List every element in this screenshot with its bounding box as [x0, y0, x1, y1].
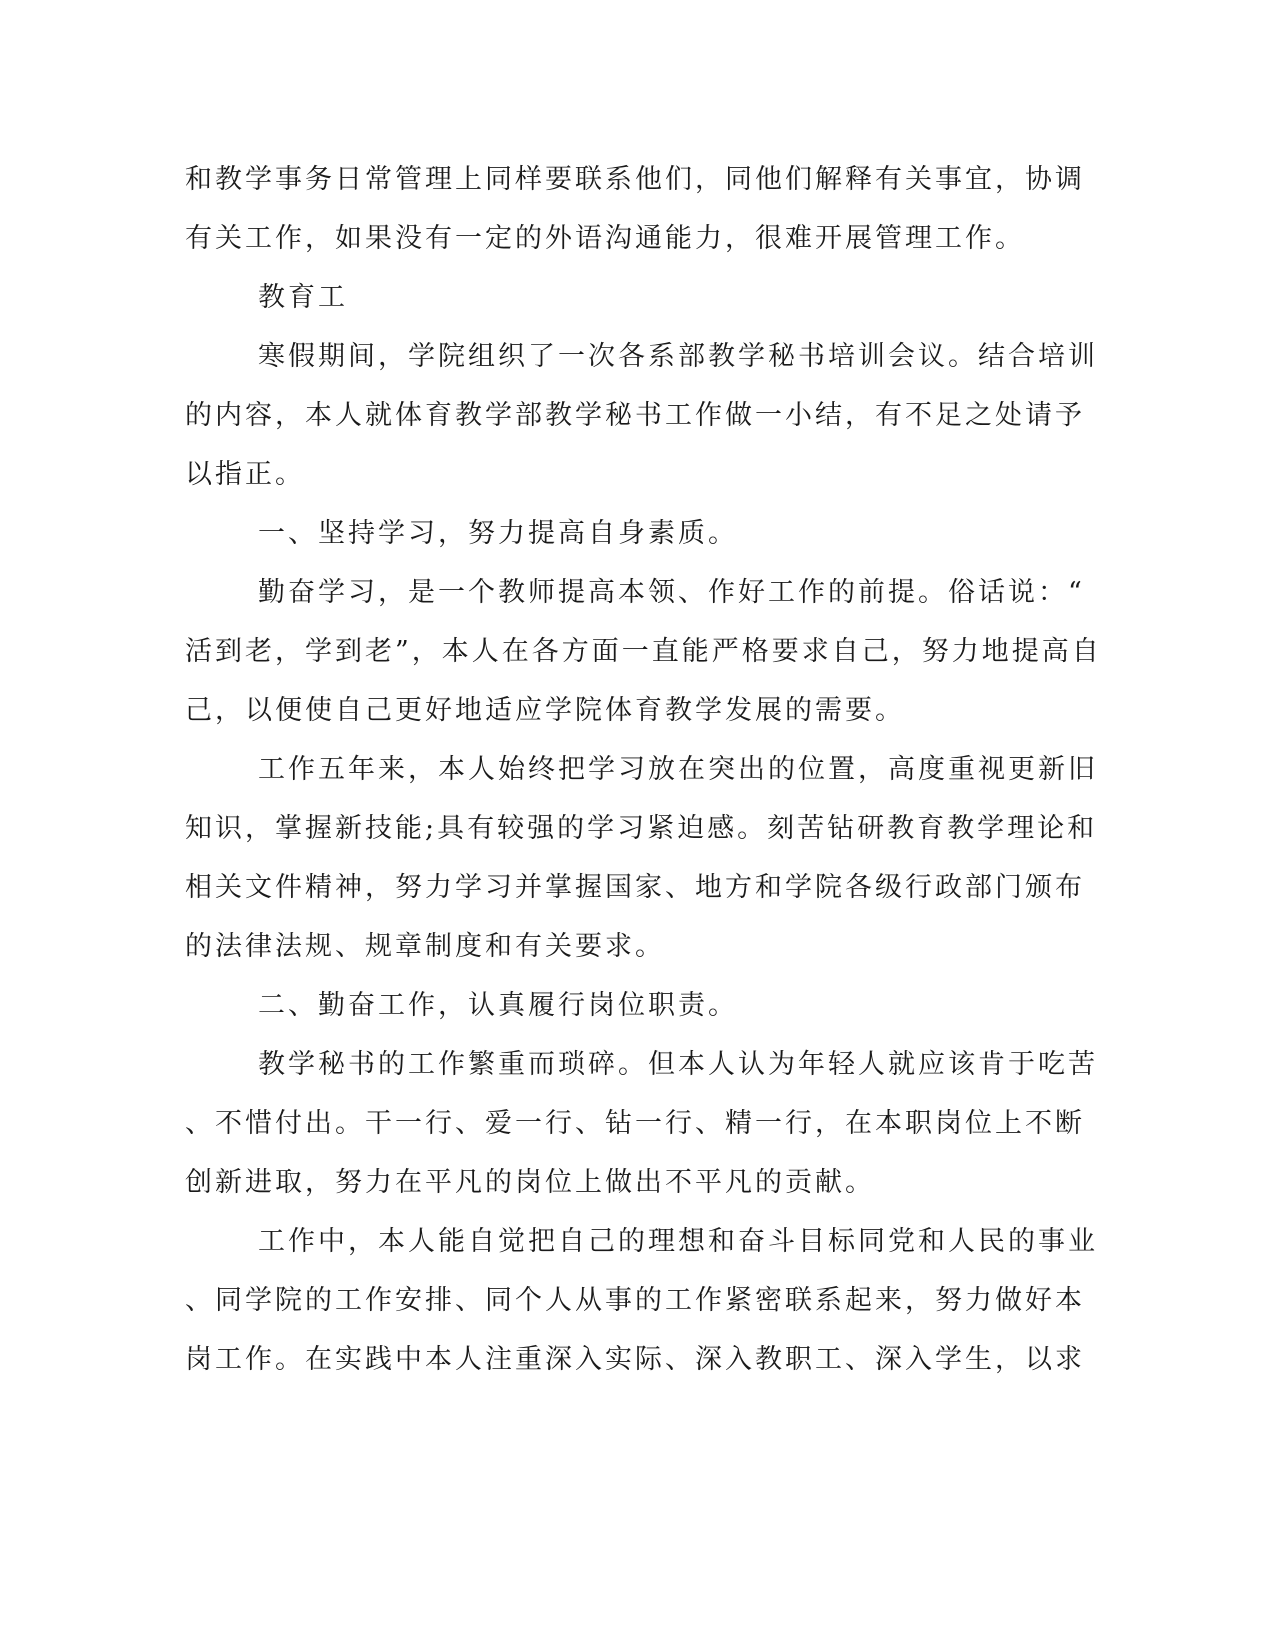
text-line: 、同学院的工作安排、同个人从事的工作紧密联系起来，努力做好本	[185, 1285, 1085, 1316]
text-line: 有关工作，如果没有一定的外语沟通能力，很难开展管理工作。	[185, 223, 1025, 254]
text-line: 创新进取，努力在平凡的岗位上做出不平凡的贡献。	[185, 1167, 875, 1198]
section-heading: 一、坚持学习，努力提高自身素质。	[258, 518, 738, 549]
paragraph-first-line: 工作五年来，本人始终把学习放在突出的位置，高度重视更新旧	[258, 754, 1098, 785]
paragraph-first-line: 教学秘书的工作繁重而琐碎。但本人认为年轻人就应该肯于吃苦	[258, 1049, 1098, 1080]
section-heading: 教育工	[258, 282, 348, 313]
text-line: 、不惜付出。干一行、爱一行、钻一行、精一行，在本职岗位上不断	[185, 1108, 1085, 1139]
text-line: 活到老，学到老”，本人在各方面一直能严格要求自己，努力地提高自	[185, 636, 1102, 667]
section-heading: 二、勤奋工作，认真履行岗位职责。	[258, 990, 738, 1021]
paragraph-first-line: 勤奋学习，是一个教师提高本领、作好工作的前提。俗话说：“	[258, 577, 1085, 608]
text-line: 和教学事务日常管理上同样要联系他们，同他们解释有关事宜，协调	[185, 164, 1085, 195]
text-line: 己，以便使自己更好地适应学院体育教学发展的需要。	[185, 695, 905, 726]
paragraph-first-line: 工作中，本人能自觉把自己的理想和奋斗目标同党和人民的事业	[258, 1226, 1098, 1257]
text-line: 知识，掌握新技能;具有较强的学习紧迫感。刻苦钻研教育教学理论和	[185, 813, 1098, 844]
paragraph-first-line: 寒假期间，学院组织了一次各系部教学秘书培训会议。结合培训	[258, 341, 1098, 372]
text-line: 的内容，本人就体育教学部教学秘书工作做一小结，有不足之处请予	[185, 400, 1085, 431]
text-line: 相关文件精神，努力学习并掌握国家、地方和学院各级行政部门颁布	[185, 872, 1085, 903]
text-line: 岗工作。在实践中本人注重深入实际、深入教职工、深入学生，以求	[185, 1344, 1085, 1375]
text-line: 的法律法规、规章制度和有关要求。	[185, 931, 665, 962]
text-line: 以指正。	[185, 459, 305, 490]
